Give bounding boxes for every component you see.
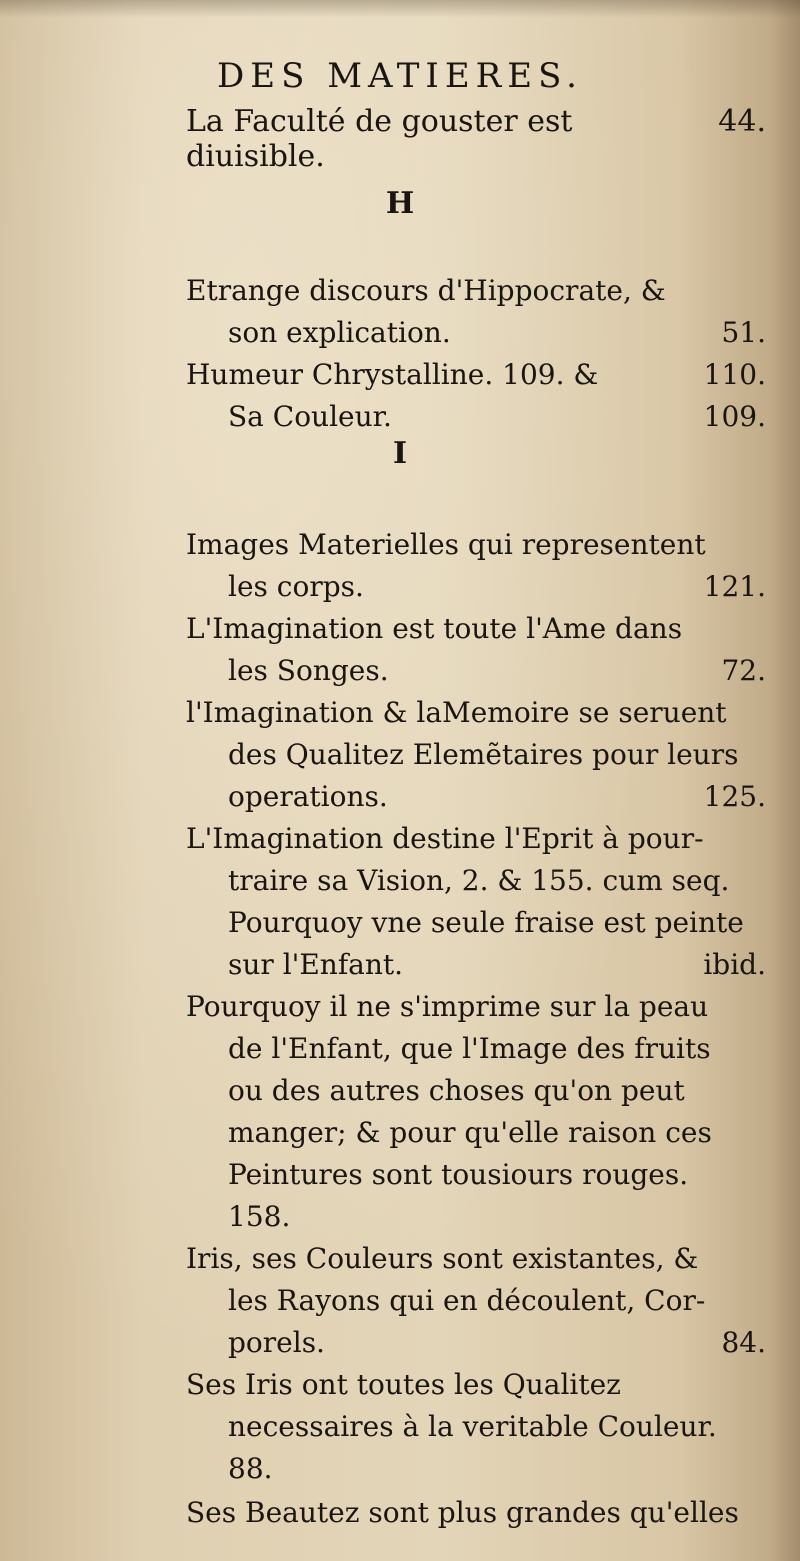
index-line: porels. 84. xyxy=(228,1326,766,1359)
page-top-shadow xyxy=(0,0,800,18)
index-line: operations. 125. xyxy=(228,780,766,813)
index-line: traire sa Vision, 2. & 155. cum seq. xyxy=(228,864,730,897)
index-line: son explication. 51. xyxy=(228,316,766,349)
index-line: Iris, ses Couleurs sont existantes, & xyxy=(186,1242,699,1275)
index-line: necessaires à la veritable Couleur. xyxy=(228,1410,717,1443)
index-line: de l'Enfant, que l'Image des fruits xyxy=(228,1032,711,1065)
page-gutter-shadow xyxy=(770,0,800,1561)
index-line: Sa Couleur. 109. xyxy=(228,400,766,433)
index-line: Ses Iris ont toutes les Qualitez xyxy=(186,1368,621,1401)
running-head: DES MATIERES. xyxy=(217,56,583,96)
index-line: ou des autres choses qu'on peut xyxy=(228,1074,685,1107)
continuation-page: 44. xyxy=(718,104,766,139)
index-line: Pourquoy il ne s'imprime sur la peau xyxy=(186,990,709,1023)
index-line: manger; & pour qu'elle raison ces xyxy=(228,1116,712,1149)
index-line: 88. xyxy=(228,1452,273,1485)
index-line: L'Imagination est toute l'Ame dans xyxy=(186,612,683,645)
index-line: des Qualitez Elemẽtaires pour leurs xyxy=(228,738,739,771)
index-line: 158. xyxy=(228,1200,291,1233)
continuation-line xyxy=(186,104,766,174)
index-line: sur l'Enfant. ibid. xyxy=(228,948,766,981)
section-letter-i: I xyxy=(392,436,408,471)
index-line: les Rayons qui en découlent, Cor- xyxy=(228,1284,706,1317)
index-line: les Songes. 72. xyxy=(228,654,766,687)
section-letter-h: H xyxy=(385,186,415,221)
index-line: Ses Beautez sont plus grandes qu'elles xyxy=(186,1496,739,1529)
continuation-text: La Faculté de gouster est diuisible. xyxy=(186,104,573,174)
index-line: l'Imagination & laMemoire se seruent xyxy=(186,696,727,729)
index-line: L'Imagination destine l'Eprit à pour- xyxy=(186,822,704,855)
index-line: Peintures sont tousiours rouges. xyxy=(228,1158,689,1191)
index-line: Pourquoy vne seule fraise est peinte xyxy=(228,906,744,939)
index-line: Etrange discours d'Hippocrate, & xyxy=(186,274,666,307)
index-line: Images Materielles qui representent xyxy=(186,528,706,561)
index-line: Humeur Chrystalline. 109. & 110. xyxy=(186,358,766,391)
index-line: les corps. 121. xyxy=(228,570,766,603)
